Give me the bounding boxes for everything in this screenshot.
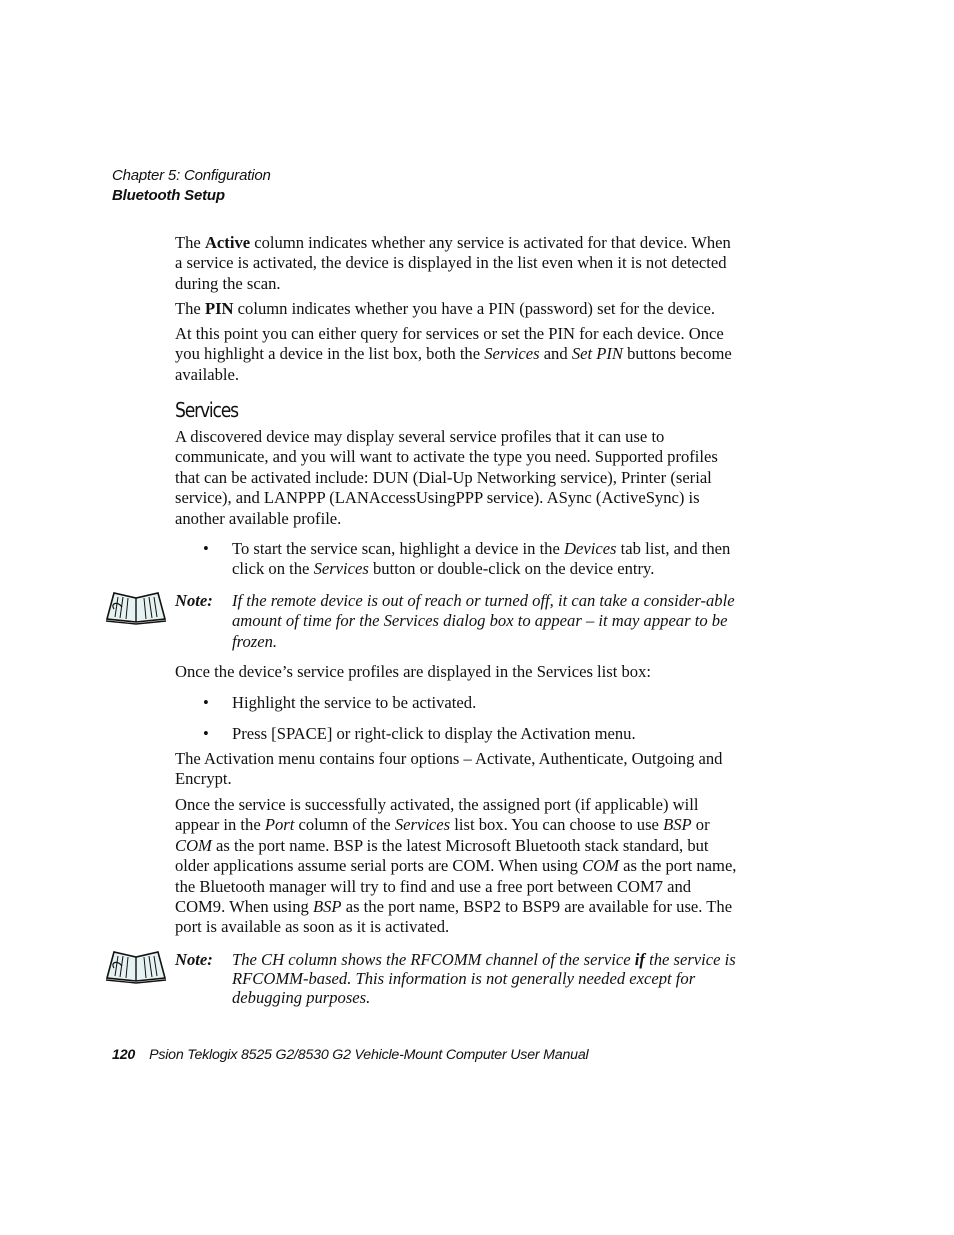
running-header-section: Bluetooth Setup <box>112 187 225 204</box>
term-devices: Devices <box>564 539 617 558</box>
page-number: 120 <box>112 1047 136 1063</box>
section-heading-services: Services <box>175 398 238 422</box>
text-run: list box. You can choose to use <box>450 815 664 835</box>
term-port: Port <box>264 815 295 835</box>
note-label: Note: <box>175 591 213 610</box>
text-run: The Activation menu contains four options – Activate, Authenticate, Outgoing and Encrypt. <box>175 749 723 789</box>
text-run: Once the service is successfully activated, the assigned port (if applicable) will appear in the <box>175 795 699 835</box>
bullet-symbol: • <box>203 693 209 712</box>
text-run: Once the device’s service profiles are displayed in the Services list box: <box>175 662 651 681</box>
paragraph-query-services <box>175 324 737 385</box>
text-run: as the port name. BSP is the latest Microsoft Bluetooth stack standard, but older applications assume serial ports are COM. When using <box>175 835 709 876</box>
text-run: At this point you can either query for services or set the PIN for each device. Once you highlight a device in the list box, both the <box>175 324 724 364</box>
page-footer <box>112 1047 588 1063</box>
text-run: button or double-click on the device entry. <box>368 559 655 579</box>
note-text <box>232 950 742 1007</box>
term-active: Active <box>204 233 251 252</box>
text-run: buttons become available. <box>175 344 732 384</box>
text-run: column indicates whether any service is activated for that device. When a service is activated, the device is displayed in the list even when it is not detected during the scan. <box>175 233 731 293</box>
text-run: or <box>691 815 710 835</box>
term-bsp: BSP <box>312 897 342 917</box>
open-book-icon <box>104 948 168 984</box>
text-run: A discovered device may display several service profiles that it can use to communicate, and you will want to activate the type you need. Supported profiles that can be activated include: DUN (Dial-Up Networking service), Printer (serial service), and LANPPP (LANAccessUsingPPP service). ASync (ActiveSync) is another available profile. <box>175 427 718 528</box>
bullet-symbol: • <box>203 539 209 558</box>
text-run: and <box>539 344 572 364</box>
text-run: The <box>175 233 205 252</box>
text-run: as the port name, the Bluetooth manager will try to find and use a free port between COM7 and COM9. When using <box>175 856 737 917</box>
paragraph-active-column <box>175 233 737 294</box>
text-run: as the port name, BSP2 to BSP9 are available for use. The port is available as soon as it is activated. <box>175 897 733 937</box>
term-pin: PIN <box>204 299 234 318</box>
text-run: To start the service scan, highlight a device in the <box>232 539 564 558</box>
text-run: column indicates whether you have a PIN (password) set for the device. <box>233 299 716 318</box>
term-if: if <box>634 950 645 969</box>
paragraph-service-profiles <box>175 427 737 529</box>
text-run: column of the <box>294 815 395 835</box>
term-com: COM <box>175 835 212 855</box>
paragraph-profiles-displayed <box>175 662 737 682</box>
open-book-icon <box>104 589 168 625</box>
note-text: If the remote device is out of reach or turned off, it can take a consider-able amount of time for the Services dialog box to appear – it may appear to be frozen. <box>232 591 735 651</box>
text-run: the service is RFCOMM-based. This information is not generally needed except for debugging purposes. <box>232 950 736 1007</box>
term-bsp: BSP <box>663 815 692 835</box>
text-run: The <box>175 299 205 318</box>
manual-title: Psion Teklogix 8525 G2/8530 G2 Vehicle-Mount Computer User Manual <box>149 1047 589 1063</box>
text-run: tab list, and then click on the <box>232 539 731 579</box>
running-header-chapter: Chapter 5: Configuration <box>112 167 271 184</box>
bullet-text: Press [SPACE] or right-click to display the Activation menu. <box>232 724 636 743</box>
bullet-symbol: • <box>203 724 209 743</box>
paragraph-activation-menu <box>175 749 737 790</box>
paragraph-port-assignment <box>175 795 737 938</box>
note-label: Note: <box>175 950 213 969</box>
bullet-text: Highlight the service to be activated. <box>232 693 477 712</box>
term-set-pin: Set PIN <box>571 344 623 364</box>
term-services: Services <box>394 815 451 835</box>
term-com: COM <box>582 856 619 876</box>
text-run: The CH column shows the RFCOMM channel of the service <box>232 950 635 969</box>
term-services: Services <box>313 559 369 579</box>
term-services: Services <box>484 344 540 364</box>
paragraph-pin-column <box>175 299 737 319</box>
